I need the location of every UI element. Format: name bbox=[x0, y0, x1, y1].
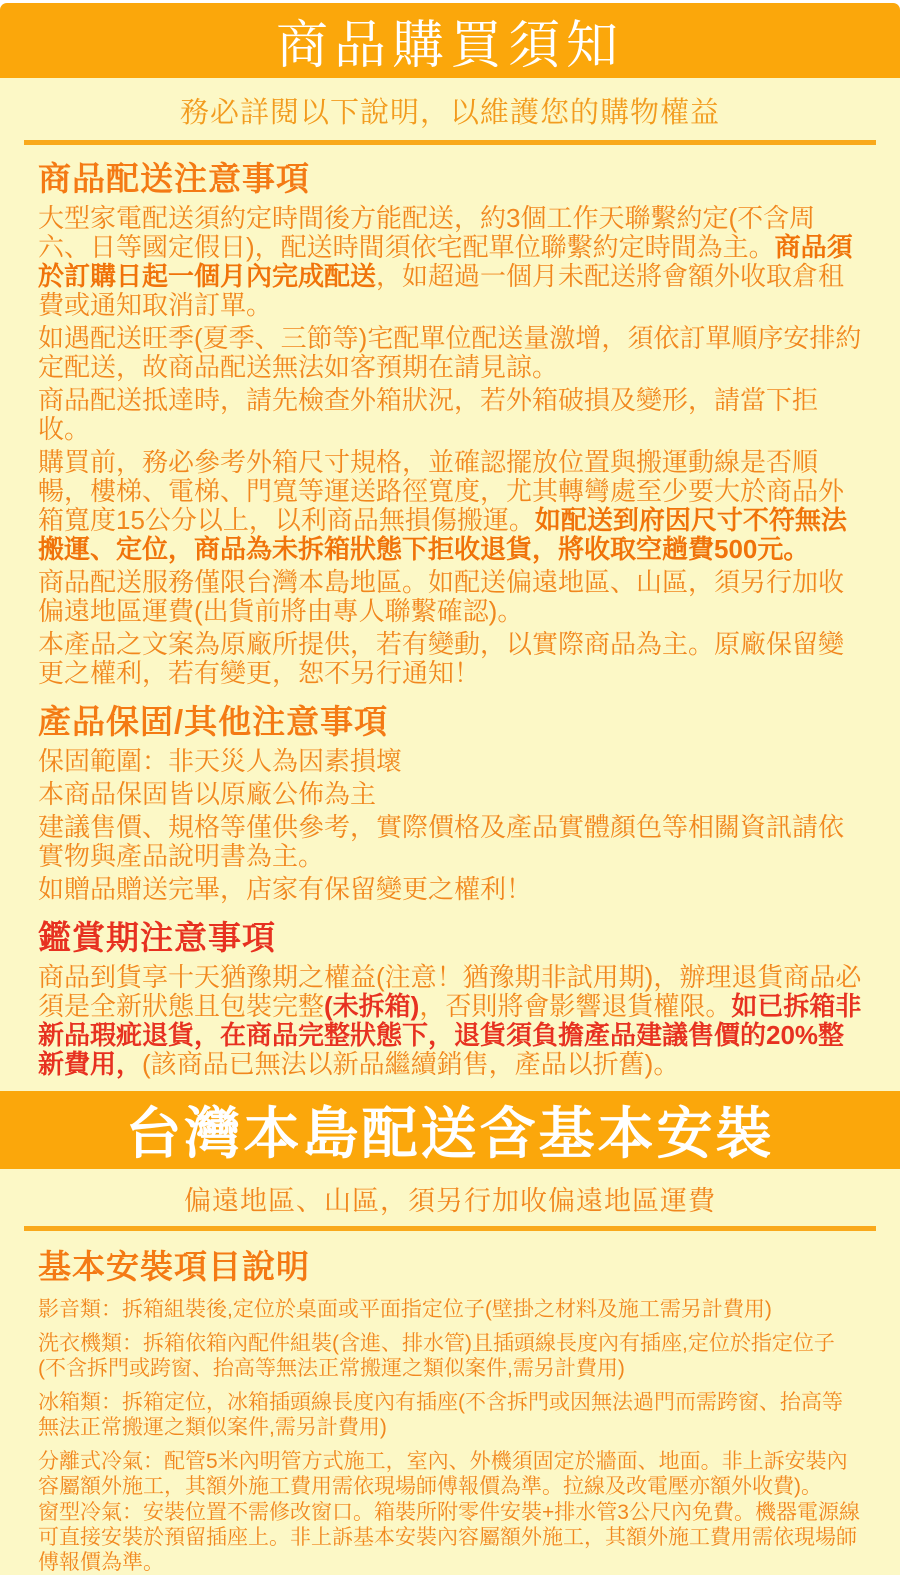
install-banner-subtitle: 偏遠地區、山區，須另行加收偏遠地區運費 bbox=[184, 1186, 716, 1216]
notice-paragraph bbox=[38, 1297, 862, 1322]
notice-paragraph bbox=[38, 1331, 862, 1381]
notice-paragraph bbox=[38, 813, 862, 871]
install-banner-title: 台灣本島配送含基本安裝 bbox=[125, 1102, 775, 1165]
body-text: 分離式冷氣：配管5米內明管方式施工，室內、外機須固定於牆面、地面。非上訴安裝內容屬額外施工，其額外施工費用需依現場師傅報價為準。拉線及改電壓亦額外收費)。 bbox=[38, 1450, 848, 1498]
body-text: ，否則將會影響退貨權限。 bbox=[419, 991, 732, 1021]
section-heading-warranty: 產品保固/其他注意事項 bbox=[38, 703, 389, 740]
notice-paragraph bbox=[38, 1500, 862, 1575]
notice-paragraph bbox=[38, 1449, 862, 1499]
body-text: 如贈品贈送完畢，店家有保留變更之權利！ bbox=[38, 874, 533, 904]
notice-paragraph bbox=[38, 963, 862, 1079]
body-text: 本商品保固皆以原廠公佈為主 bbox=[38, 779, 377, 809]
install-section bbox=[0, 1231, 900, 1575]
body-text: 商品到貨享十天猶豫期之權益(注意！猶豫期非試用期)，辦理退貨商品必須是全新狀態且包裝完整 bbox=[38, 962, 862, 1021]
body-text: 洗衣機類：拆箱依箱內配件組裝(含進、排水管)且插頭線長度內有插座,定位於指定位子(不含拆門或跨窗、抬高等無法正常搬運之類似案件,需另計費用) bbox=[38, 1332, 835, 1380]
emphasis-text: (未拆箱) bbox=[324, 991, 420, 1021]
install-paragraphs bbox=[38, 1297, 862, 1575]
notice-paragraph bbox=[38, 875, 862, 904]
body-text: 建議售價、規格等僅供參考，實際價格及產品實體顏色等相關資訊請依實物與產品說明書為主。 bbox=[38, 812, 845, 871]
notice-paragraph bbox=[38, 780, 862, 809]
section-heading-trial-period: 鑑賞期注意事項 bbox=[38, 919, 276, 956]
notice-paragraph bbox=[38, 204, 862, 320]
emphasis-text: 如配送到府因尺寸不符無法搬運、定位，商品為未拆箱狀態下拒收退貨，將收取空趟費500元。 bbox=[38, 505, 847, 564]
notice-paragraph bbox=[38, 448, 862, 564]
body-text: 大型家電配送須約定時間後方能配送，約3個工作天聯繫約定(不含周六、日等國定假日)，配送時間須依宅配單位聯繫約定時間為主。 bbox=[38, 203, 816, 262]
notice-paragraph bbox=[38, 386, 862, 444]
body-text: 保固範圍：非天災人為因素損壞 bbox=[38, 746, 403, 776]
notice-content bbox=[0, 78, 900, 1575]
notice-paragraph bbox=[38, 568, 862, 626]
page-title: 商品購買須知 bbox=[275, 17, 624, 75]
body-text: 如遇配送旺季(夏季、三節等)宅配單位配送量激增，須依訂單順序安排約定配送，故商品配送無法如客預期在請見諒。 bbox=[38, 323, 862, 382]
body-text: 購買前，務必參考外箱尺寸規格，並確認擺放位置與搬運動線是否順暢，樓梯、電梯、門寬等運送路徑寬度，尤其轉彎處至少要大於商品外箱寬度15公分以上，以利商品無損傷搬運。 bbox=[38, 447, 845, 535]
notice-sections bbox=[0, 145, 900, 1083]
install-banner bbox=[0, 1091, 900, 1169]
body-text: ，如超過一個月未配送將會額外收取倉租費或通知取消訂單。 bbox=[38, 261, 845, 320]
body-text: (該商品已無法以新品繼續銷售，產品以折舊)。 bbox=[142, 1049, 680, 1079]
body-text: 窗型冷氣：安裝位置不需修改窗口。箱裝所附零件安裝+排水管3公尺內免費。機器電源線可直接安裝於預留插座上。非上訴基本安裝內容屬額外施工，其額外施工費用需依現場師傅報價為準。 bbox=[38, 1501, 860, 1574]
body-text: 本產品之文案為原廠所提供，若有變動，以實際商品為主。原廠保留變更之權利，若有變更，恕不另行通知！ bbox=[38, 629, 845, 688]
title-banner bbox=[0, 3, 900, 78]
notice-paragraph bbox=[38, 747, 862, 776]
body-text: 商品配送服務僅限台灣本島地區。如配送偏遠地區、山區，須另行加收偏遠地區運費(出貨前將由專人聯繫確認)。 bbox=[38, 567, 845, 626]
notice-paragraph bbox=[38, 630, 862, 688]
body-text: 商品配送抵達時，請先檢查外箱狀況，若外箱破損及變形，請當下拒收。 bbox=[38, 385, 819, 444]
notice-paragraph bbox=[38, 324, 862, 382]
body-text: 影音類：拆箱組裝後,定位於桌面或平面指定位子(壁掛之材料及施工需另計費用) bbox=[38, 1298, 772, 1321]
emphasis-text: 商品須於訂購日起一個月內完成配送 bbox=[38, 232, 853, 291]
emphasis-text: 如已拆箱非新品瑕疵退貨，在商品完整狀態下，退貨須負擔產品建議售價的20%整新費用， bbox=[38, 991, 862, 1079]
body-text: 冰箱類：拆箱定位，冰箱插頭線長度內有插座(不含拆門或因無法過門而需跨窗、抬高等無法正常搬運之類似案件,需另計費用) bbox=[38, 1391, 843, 1439]
install-heading: 基本安裝項目說明 bbox=[38, 1248, 310, 1285]
notice-subtitle: 務必詳閱以下說明，以維護您的購物權益 bbox=[179, 97, 720, 129]
notice-paragraph bbox=[38, 1390, 862, 1440]
section-heading-delivery: 商品配送注意事項 bbox=[38, 160, 310, 197]
